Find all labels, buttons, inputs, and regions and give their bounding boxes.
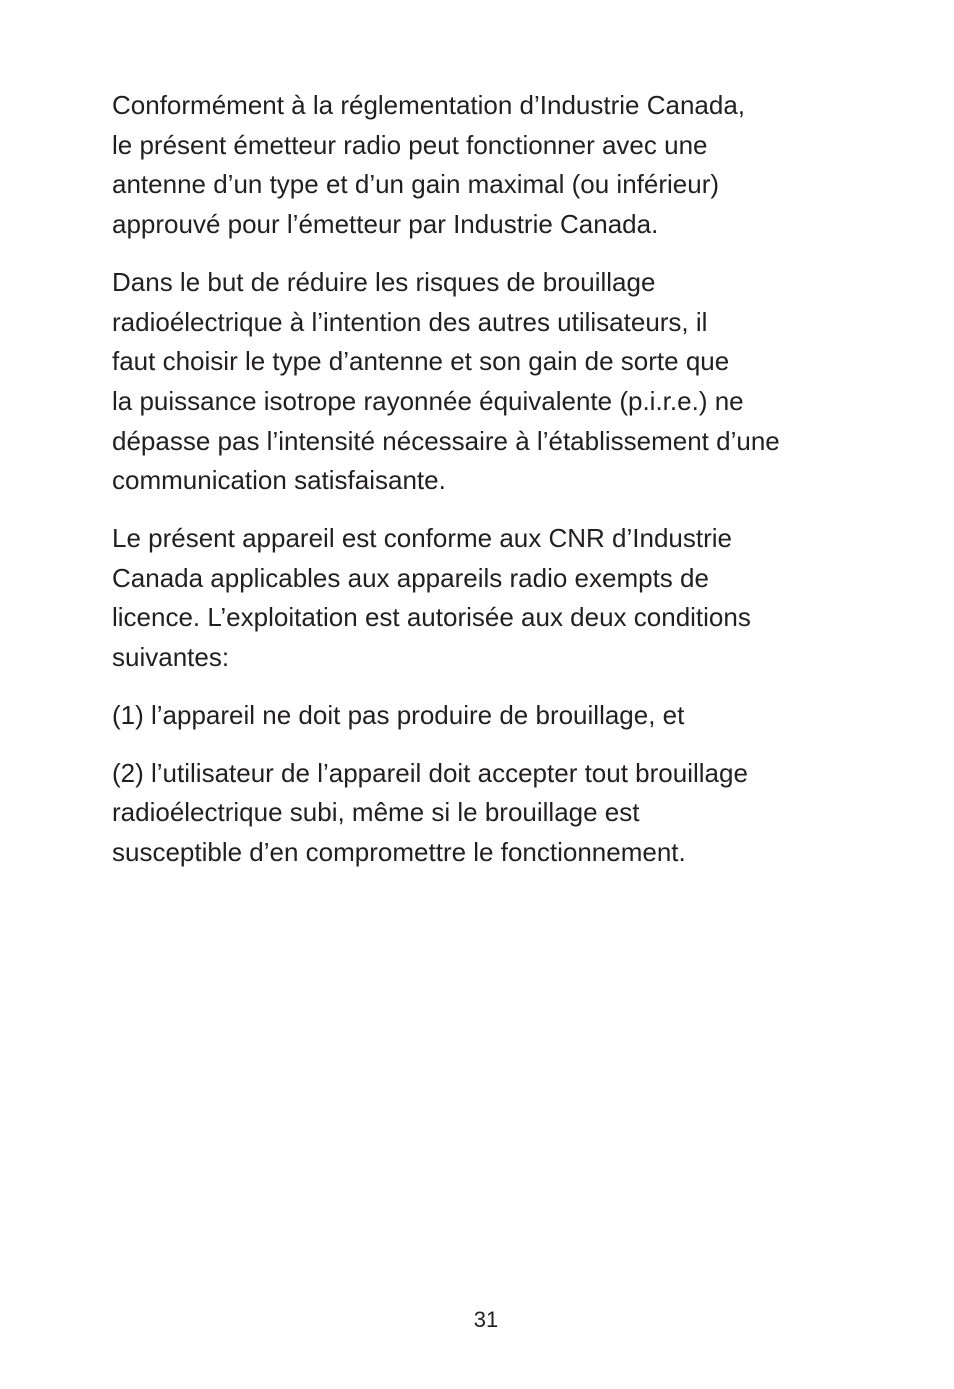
- text-line: le présent émetteur radio peut fonctionner avec une: [112, 129, 708, 160]
- page-number: 31: [473, 1307, 499, 1332]
- text-line: suivantes:: [112, 642, 230, 673]
- text-line: approuvé pour l’émetteur par Industrie Canada.: [112, 209, 659, 240]
- text-line: (2) l’utilisateur de l’appareil doit accepter tout brouillage: [112, 757, 748, 788]
- text-line: faut choisir le type d’antenne et son gain de sorte que: [112, 346, 730, 377]
- text-line: dépasse pas l’intensité nécessaire à l’établissement d’une: [112, 425, 780, 456]
- paragraph-interference-reduction: [112, 263, 872, 501]
- paragraph-antenna-approval: [112, 86, 872, 245]
- text-line: radioélectrique subi, même si le brouillage est: [112, 797, 640, 828]
- text-line: Canada applicables aux appareils radio exempts de: [112, 562, 709, 593]
- text-line: Dans le but de réduire les risques de brouillage: [112, 266, 656, 297]
- document-body: [112, 86, 872, 891]
- text-line: licence. L’exploitation est autorisée aux deux conditions: [112, 602, 751, 633]
- text-line: (1) l’appareil ne doit pas produire de brouillage, et: [112, 699, 685, 730]
- text-line: Conformément à la réglementation d’Industrie Canada,: [112, 90, 746, 120]
- text-line: Le présent appareil est conforme aux CNR d’Industrie: [112, 523, 732, 554]
- text-line: susceptible d’en compromettre le fonctionnement.: [112, 836, 686, 867]
- text-line: radioélectrique à l’intention des autres utilisateurs, il: [112, 306, 708, 337]
- paragraph-condition-1: [112, 696, 872, 736]
- text-line: antenne d’un type et d’un gain maximal (ou inférieur): [112, 169, 720, 200]
- paragraph-cnr-compliance: [112, 519, 872, 678]
- paragraph-condition-2: [112, 754, 872, 873]
- text-line: communication satisfaisante.: [112, 465, 446, 496]
- text-line: la puissance isotrope rayonnée équivalente (p.i.r.e.) ne: [112, 385, 744, 416]
